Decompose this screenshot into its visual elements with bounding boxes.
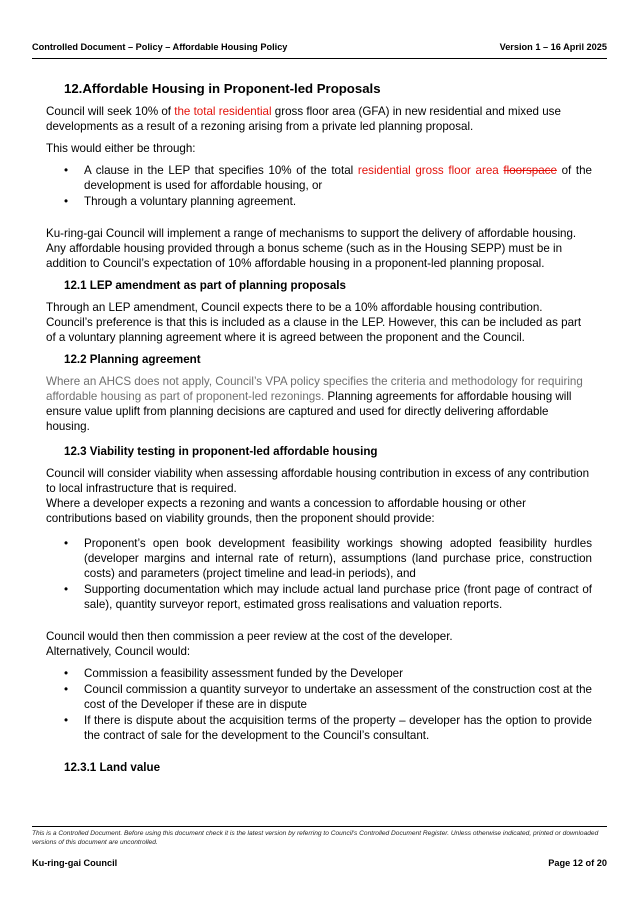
text: Council will seek 10% of [46, 105, 175, 118]
section-12-3-paragraph-2: Where a developer expects a rezoning and wants a concession to affordable housing or other contributions based on viability grounds, then the proponent should provide: [46, 497, 526, 525]
section-12-paragraph-1 [46, 104, 592, 134]
section-12-3-list-2 [46, 666, 592, 743]
list-item [64, 163, 592, 193]
section-12-2-paragraph [46, 374, 592, 434]
list-item [64, 666, 592, 681]
list-item [64, 194, 592, 209]
section-12-2-heading: 12.2 Planning agreement [64, 353, 201, 366]
bullet-icon: • [64, 667, 69, 680]
page-header [32, 40, 607, 59]
text: Supporting documentation which may include actual land purchase price (front page of contract of sale), quantity surveyor report, estimated gross realisations and valuation reports. [84, 583, 592, 611]
section-12-3-list-1 [46, 536, 592, 612]
text: Council commission a quantity surveyor to undertake an assessment of the construction cost at the cost of the Developer if these are in dispute [84, 683, 592, 711]
section-12-paragraph-2: This would either be through: [46, 142, 196, 155]
footer-divider [32, 826, 607, 827]
tracked-insertion: the total residential [174, 105, 272, 118]
tracked-insertion: residential gross floor area [357, 164, 499, 177]
bullet-icon: • [64, 195, 69, 208]
list-item [64, 536, 592, 581]
bullet-icon: • [64, 683, 69, 696]
text: Through a voluntary planning agreement. [84, 195, 297, 208]
section-12-1-paragraph: Through an LEP amendment, Council expects there to be a 10% affordable housing contribution. Council’s preference is that this is included as a clause in the LEP. However, this can be included as part of a voluntary planning agreement where it is agreed between the proponent and the Council. [46, 301, 582, 344]
text: If there is dispute about the acquisition terms of the property – developer has the option to provide the contract of sale for the development to the Council’s consultant. [84, 714, 592, 742]
section-12-3-heading: 12.3 Viability testing in proponent-led affordable housing [64, 445, 378, 458]
text: Commission a feasibility assessment funded by the Developer [84, 667, 403, 680]
section-12-3-paragraph-4: Alternatively, Council would: [46, 645, 191, 658]
text: Proponent’s open book development feasibility workings showing adopted feasibility hurdles (developer margins and internal rate of return), assumptions (land purchase price, construction costs) and parameters (project timeline and lead-in periods), and [84, 537, 592, 580]
footer-page-number: Page 12 of 20 [548, 858, 607, 868]
section-12-heading: 12.Affordable Housing in Proponent-led Proposals [64, 81, 381, 96]
list-item [64, 713, 592, 743]
text: of the development is used for affordable housing, or [84, 164, 592, 192]
section-12-paragraph-3: Ku-ring-gai Council will implement a range of mechanisms to support the delivery of affordable housing. Any affordable housing provided through a bonus scheme (such as in the Housing SEPP) must be in addition to Council’s expectation of 10% affordable housing in a proponent-led planning proposal. [46, 227, 577, 270]
gray-text: Where an AHCS does not apply, Council’s VPA policy specifies the criteria and methodology for requiring affordable housing as part of proponent-led rezonings. [46, 375, 583, 403]
text: A clause in the LEP that specifies 10% of the total [84, 164, 358, 177]
bullet-icon: • [64, 537, 69, 550]
bullet-icon: • [64, 164, 69, 177]
text: Planning agreements for affordable housing will ensure value uplift from planning decisions are captured and used for directly delivering affordable housing. [46, 390, 572, 433]
footer-organisation: Ku-ring-gai Council [32, 858, 118, 868]
section-12-1-heading: 12.1 LEP amendment as part of planning proposals [64, 279, 346, 292]
text: gross floor area (GFA) in new residential and mixed use developments as a result of a rezoning arising from a private led planning proposal. [46, 105, 561, 133]
bullet-icon: • [64, 714, 69, 727]
section-12-3-1-heading: 12.3.1 Land value [64, 761, 161, 774]
list-item [64, 582, 592, 612]
header-version: Version 1 – 16 April 2025 [499, 42, 607, 52]
section-12-3-paragraph-3: Council would then then commission a peer review at the cost of the developer. [46, 630, 453, 643]
list-item [64, 682, 592, 712]
tracked-deletion: floorspace [503, 164, 557, 177]
footer-disclaimer: This is a Controlled Document. Before using this document check it is the latest version by referring to Council’s Controlled Document Register. Unless otherwise indicated, printed or downloaded versions of this document are uncontrolled. [32, 830, 599, 846]
section-12-3-paragraph-1: Council will consider viability when assessing affordable housing contribution in excess of any contribution to local infrastructure that is required. [46, 467, 590, 495]
document-body [46, 81, 592, 782]
bullet-icon: • [64, 583, 69, 596]
header-document-title: Controlled Document – Policy – Affordable Housing Policy [32, 42, 288, 52]
section-12-list [46, 163, 592, 209]
